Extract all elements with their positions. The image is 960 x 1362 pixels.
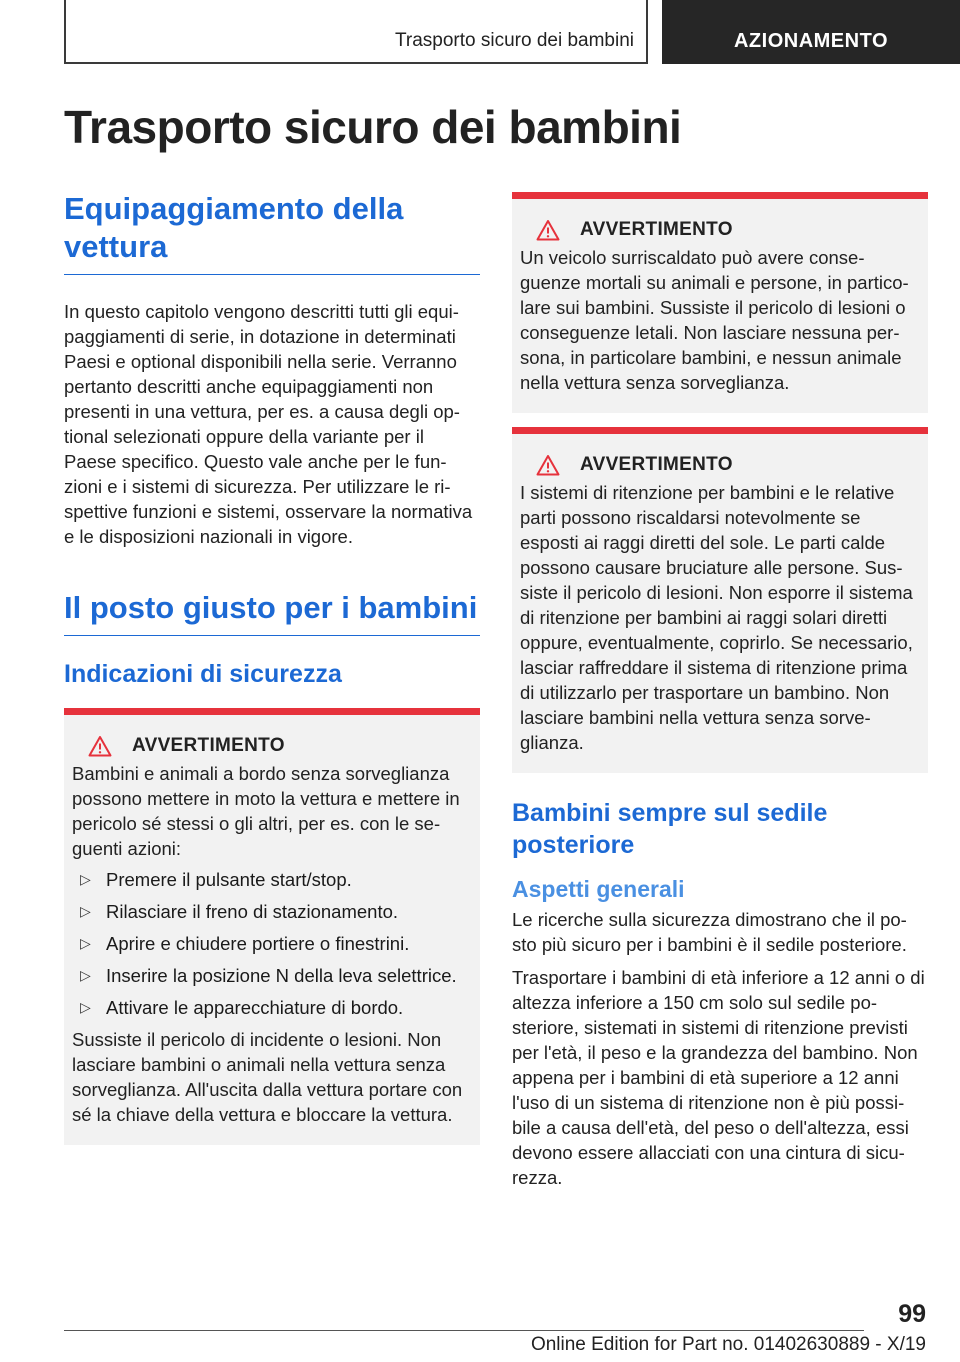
warning-outro: Sussiste il pericolo di incidente o lesioni. Non lasciare bambini o animali nella vettura senza sorveglianza. All'uscita dalla vettura portare con sé la chiave della vettura e bloccare la vettura. <box>72 1029 463 1125</box>
triangle-bullet-icon: ▷ <box>80 999 91 1015</box>
warning-action-list <box>72 867 472 1020</box>
list-item-text: Inserire la posizione N della leva selettrice. <box>106 965 457 986</box>
warning-box-overheated-vehicle <box>512 192 928 413</box>
list-item-text: Aprire e chiudere portiere o finestrini. <box>106 933 410 954</box>
list-item-text: Premere il pulsante start/stop. <box>106 869 352 890</box>
list-item <box>72 995 472 1020</box>
warning-box-unattended <box>64 708 480 1145</box>
warning-text: Un veicolo surriscaldato può avere conse-guenze mortali su animali e persone, in partico-lare sui bambini. Sussiste il pericolo di lesioni o conseguenze letali. Non lasciare nessuna per-sona, in particolare bambini, e nessun animale nella vettura senza sorveglianza. <box>520 247 909 393</box>
page-title: Trasporto sicuro dei bambini <box>64 101 682 153</box>
list-item <box>72 867 472 892</box>
paragraph-ricerche: Le ricerche sulla sicurezza dimostrano che il po-sto più sicuro per i bambini è il sedile posteriore. <box>512 909 907 955</box>
warning-header <box>72 735 472 757</box>
triangle-bullet-icon: ▷ <box>80 935 91 951</box>
footer-edition: Online Edition for Part no. 01402630889 - X/19 <box>530 1334 926 1355</box>
heading-indicazioni-sicurezza: Indicazioni di sicurezza <box>64 660 342 688</box>
list-item <box>72 931 472 956</box>
footer-divider <box>64 1330 864 1331</box>
warning-box-hot-restraint <box>512 427 928 773</box>
list-item-text: Attivare le apparecchiature di bordo. <box>106 997 404 1018</box>
left-column <box>64 190 480 1145</box>
warning-text: I sistemi di ritenzione per bambini e le relative parti possono riscaldarsi notevolmente se esposti ai raggi diretti del sole. Le parti calde possono causare bruciature alle persone. Sus-siste il pericolo di lesioni. Non esporre il sistema di ritenzione per bambini ai raggi solari diretti oppure, eventualmente, coprirlo. Se necessario, lasciar raffreddare il sistema di ritenzione prima di utilizzarlo per trasportare un bambino. Non lasciare bambini nella vettura senza sorve-glianza. <box>520 482 913 753</box>
warning-triangle-icon <box>88 735 112 757</box>
list-item <box>72 963 472 988</box>
paragraph-trasportare: Trasportare i bambini di età inferiore a 12 anni o di altezza inferiore a 150 cm solo sul sedile po-steriore, sistemati in sistemi di ritenzione previsti per l'età, il peso e la grandezza del bambino. Non appena per i bambini di età superiore a 12 anni l'uso di un sistema di ritenzione non è più possi-bile a causa dell'età, del peso o dell'altezza, essi devono essere allacciati con una cintura di sicu-rezza. <box>512 967 925 1188</box>
header-section-box <box>64 0 648 64</box>
triangle-bullet-icon: ▷ <box>80 903 91 919</box>
triangle-bullet-icon: ▷ <box>80 967 91 983</box>
warning-triangle-icon <box>536 219 560 241</box>
header-chapter-title: AZIONAMENTO <box>733 30 888 52</box>
heading-equipaggiamento: Equipaggiamento della vettura <box>64 190 480 275</box>
list-item-text: Rilasciare il freno di stazionamento. <box>106 901 399 922</box>
warning-intro: Bambini e animali a bordo senza sorveglianza possono mettere in moto la vettura e mettere in pericolo sé stessi o gli altri, per es. con le se-guenti azioni: <box>72 763 460 859</box>
heading-sedile-posteriore: Bambini sempre sul sedile posteriore <box>512 799 828 859</box>
warning-header <box>520 219 920 241</box>
paragraph-equipaggiamento: In questo capitolo vengono descritti tutti gli equi-paggiamenti di serie, in dotazione in determinati Paesi e optional disponibili nella serie. Verranno pertanto descritti anche equipaggiamenti non presenti in una vettura, per es. a causa degli op-tional selezionati oppure della variante per il Paese specifico. Questo vale anche per le fun-zioni e i sistemi di sicurezza. Per utilizzare le ri-spettive funzioni e sistemi, osservare la normativa e le disposizioni nazionali in vigore. <box>64 301 473 547</box>
heading-aspetti-generali: Aspetti generali <box>512 876 685 902</box>
header-section-title: Trasporto sicuro dei bambini <box>394 30 634 51</box>
right-column <box>512 190 928 1190</box>
warning-title: AVVERTIMENTO <box>580 219 733 240</box>
warning-triangle-icon <box>536 454 560 476</box>
heading-posto-giusto: Il posto giusto per i bambini <box>64 589 480 636</box>
list-item <box>72 899 472 924</box>
header-chapter-tab <box>662 0 960 64</box>
warning-title: AVVERTIMENTO <box>580 454 733 475</box>
triangle-bullet-icon: ▷ <box>80 871 91 887</box>
page-number: 99 <box>898 1300 926 1328</box>
warning-header <box>520 454 920 476</box>
warning-title: AVVERTIMENTO <box>132 735 285 756</box>
